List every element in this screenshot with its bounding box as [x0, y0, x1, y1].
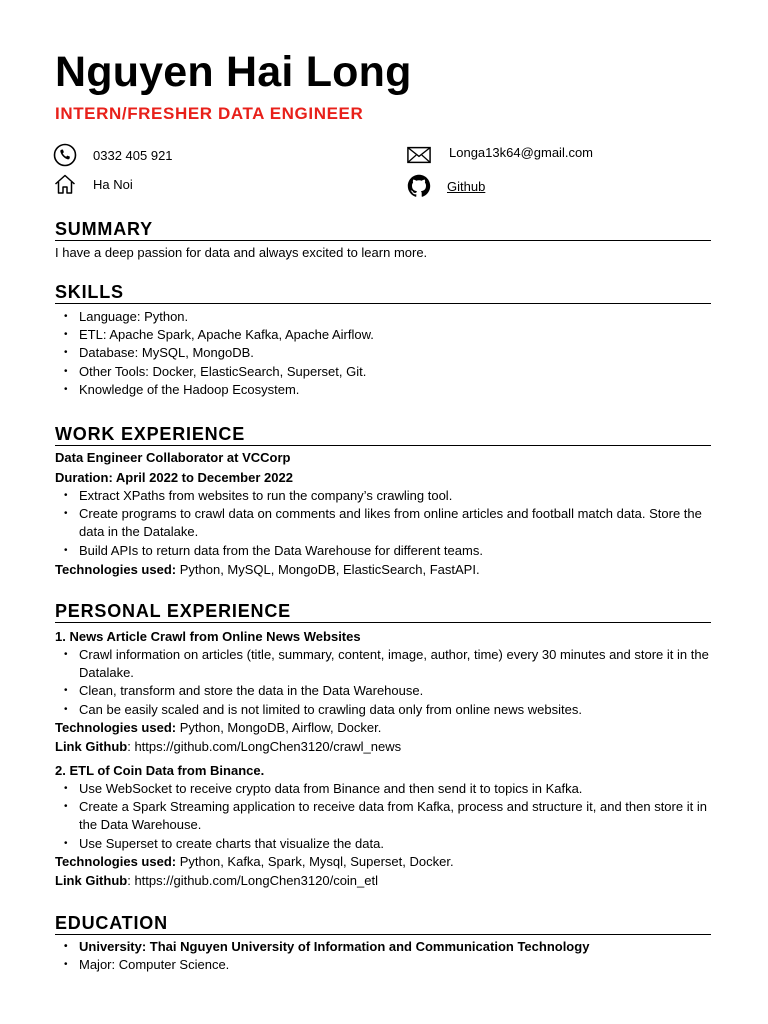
- list-item: • Knowledge of the Hadoop Ecosystem.: [55, 381, 711, 399]
- list-item: • Use Superset to create charts that visualize the data.: [55, 835, 711, 853]
- project-technologies: [55, 719, 711, 737]
- github-icon: [407, 174, 431, 198]
- github-link[interactable]: Github: [447, 178, 486, 194]
- contact-location: [53, 172, 133, 196]
- list-item: • Create a Spark Streaming application to receive data from Kafka, process and structure it, and then store it in the Data Warehouse.: [55, 798, 711, 834]
- link-label: Link Github: [55, 873, 128, 888]
- summary-text: I have a deep passion for data and always excited to learn more.: [55, 245, 428, 260]
- candidate-name: Nguyen Hai Long: [55, 48, 412, 96]
- tech-value: Python, MongoDB, Airflow, Docker.: [176, 720, 382, 735]
- summary-heading: SUMMARY: [55, 219, 711, 241]
- location-text: Ha Noi: [93, 176, 133, 192]
- contact-github: [407, 174, 485, 198]
- list-item: • ETL: Apache Spark, Apache Kafka, Apache Airflow.: [55, 326, 711, 344]
- phone-number[interactable]: 0332 405 921: [93, 147, 173, 163]
- phone-icon: [53, 143, 77, 167]
- work-position: Data Engineer Collaborator at VCCorp: [55, 450, 291, 465]
- list-item: • Other Tools: Docker, ElasticSearch, Superset, Git.: [55, 363, 711, 381]
- project-link: [55, 872, 711, 890]
- personal-heading: PERSONAL EXPERIENCE: [55, 601, 711, 623]
- project-title: 1. News Article Crawl from Online News Websites: [55, 629, 361, 644]
- list-item: • University: Thai Nguyen University of Information and Communication Technology: [55, 938, 711, 956]
- link-value[interactable]: : https://github.com/LongChen3120/coin_etl: [127, 873, 379, 888]
- education-heading: EDUCATION: [55, 913, 711, 935]
- email-address[interactable]: Longa13k64@gmail.com: [449, 144, 594, 160]
- list-item: • Clean, transform and store the data in the Data Warehouse.: [55, 682, 711, 700]
- list-item: • Major: Computer Science.: [55, 956, 711, 974]
- tech-label: Technologies used:: [55, 562, 177, 577]
- tech-value: Python, MySQL, MongoDB, ElasticSearch, FastAPI.: [176, 562, 480, 577]
- skills-list: [55, 308, 711, 399]
- mail-icon: [407, 143, 431, 167]
- list-item: • Database: MySQL, MongoDB.: [55, 344, 711, 362]
- list-item: • Use WebSocket to receive crypto data from Binance and then send it to topics in Kafka.: [55, 780, 711, 798]
- tech-label: Technologies used:: [55, 720, 177, 735]
- contact-phone: [53, 143, 173, 167]
- tech-label: Technologies used:: [55, 854, 177, 869]
- link-label: Link Github: [55, 739, 128, 754]
- project-list: [55, 780, 711, 853]
- skills-heading: SKILLS: [55, 282, 711, 304]
- project-link: [55, 738, 711, 756]
- home-icon: [53, 172, 77, 196]
- project-technologies: [55, 853, 711, 871]
- work-list: [55, 487, 711, 560]
- list-item: • Can be easily scaled and is not limited to crawling data only from online news websites.: [55, 701, 711, 719]
- link-value[interactable]: : https://github.com/LongChen3120/crawl_news: [127, 739, 402, 754]
- project-list: [55, 646, 711, 719]
- candidate-role: INTERN/FRESHER DATA ENGINEER: [55, 104, 364, 123]
- list-item: • Extract XPaths from websites to run the company’s crawling tool.: [55, 487, 711, 505]
- list-item: • Create programs to crawl data on comments and likes from online articles and football match data. Store the data in the Datalake.: [55, 505, 711, 541]
- work-technologies: [55, 561, 711, 579]
- work-heading: WORK EXPERIENCE: [55, 424, 711, 446]
- list-item: • Crawl information on articles (title, summary, content, image, author, time) every 30 minutes and store it in the Datalake.: [55, 646, 711, 682]
- project-title: 2. ETL of Coin Data from Binance.: [55, 763, 265, 778]
- education-list: [55, 938, 711, 974]
- contact-email: [407, 143, 593, 167]
- work-duration: Duration: April 2022 to December 2022: [55, 470, 293, 485]
- list-item: • Build APIs to return data from the Data Warehouse for different teams.: [55, 542, 711, 560]
- tech-value: Python, Kafka, Spark, Mysql, Superset, Docker.: [176, 854, 454, 869]
- list-item: • Language: Python.: [55, 308, 711, 326]
